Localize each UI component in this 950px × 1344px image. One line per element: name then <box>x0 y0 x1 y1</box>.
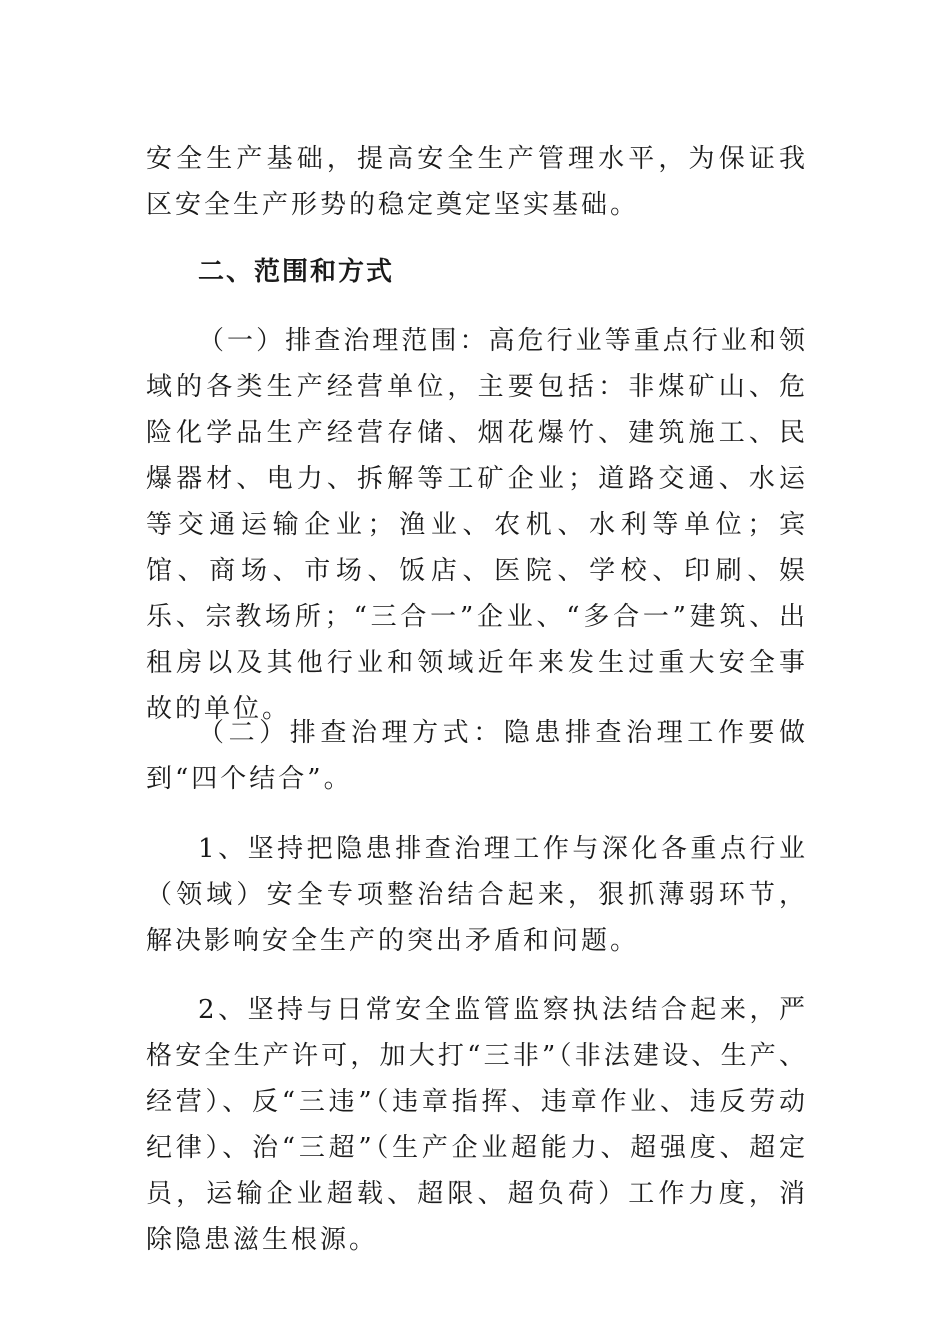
paragraph-item-2: 2、坚持与日常安全监管监察执法结合起来，严格安全生产许可，加大打“三非”（非法建设、生产、经营）、反“三违”（违章指挥、违章作业、违反劳动纪律）、治“三超”（生产企业超能力、超强度、超定员，运输企业超载、超限、超负荷）工作力度，消除隐患滋生根源。 <box>146 995 808 1255</box>
paragraph-scope: （一）排查治理范围：高危行业等重点行业和领域的各类生产经营单位，主要包括：非煤矿山、危险化学品生产经营存储、烟花爆竹、建筑施工、民爆器材、电力、拆解等工矿企业；道路交通、水运等交通运输企业；渔业、农机、水利等单位；宾馆、商场、市场、饭店、医院、学校、印刷、娱乐、宗教场所；“三合一”企业、“多合一”建筑、出租房以及其他行业和领域近年来发生过重大安全事故的单位。 <box>146 326 808 724</box>
paragraph-continuation: 安全生产基础，提高安全生产管理水平，为保证我区安全生产形势的稳定奠定坚实基础。 <box>146 144 808 220</box>
section-heading: 二、范围和方式 <box>198 257 395 287</box>
paragraph-item-1: 1、坚持把隐患排查治理工作与深化各重点行业（领域）安全专项整治结合起来，狠抓薄弱环节，解决影响安全生产的突出矛盾和问题。 <box>146 834 808 956</box>
paragraph-method: （二）排查治理方式：隐患排查治理工作要做到“四个结合”。 <box>146 718 808 794</box>
